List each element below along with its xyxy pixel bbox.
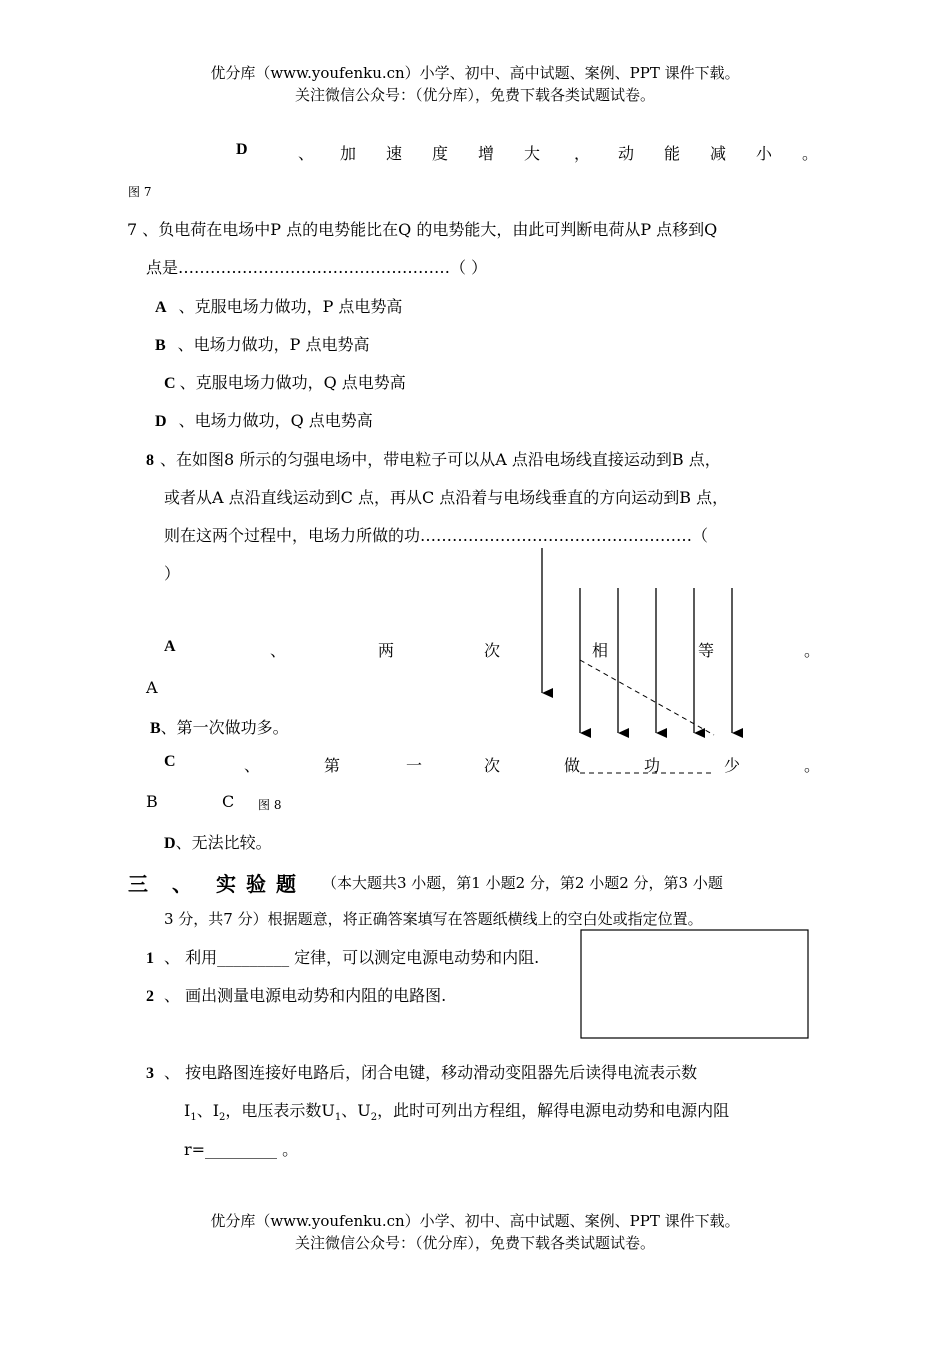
s3-q1-number: 1 xyxy=(146,950,154,967)
figure-8-label-b: B xyxy=(146,792,158,811)
s3-q3-number: 3 xyxy=(146,1065,154,1082)
q7-option-letter: B xyxy=(155,337,166,354)
q8-c-char: 。 xyxy=(804,756,821,775)
q8-stem-text: 、在如图8 所示的匀强电场中，带电粒子可以从A 点沿电场线直接运动到B 点， xyxy=(160,450,721,469)
section3-title-char: 实 xyxy=(216,874,236,896)
q8-option-b-text: 、第一次做功多。 xyxy=(160,718,289,737)
q8-a-char: 、 xyxy=(270,641,287,660)
q8-c-char: 第 xyxy=(324,756,341,775)
section3-title xyxy=(128,868,296,897)
circuit-answer-box xyxy=(581,930,808,1038)
subscript: 2 xyxy=(370,1112,378,1124)
q6-d-char: ， xyxy=(574,144,591,163)
figure-8-label: 图 8 xyxy=(258,798,282,812)
q6-d-char: 能 xyxy=(664,144,681,163)
s3-q3-line1 xyxy=(146,1060,697,1083)
page-footer-line1: 优分库（www.youfenku.cn）小学、初中、高中试题、案例、PPT 课件下载。 xyxy=(210,1212,740,1230)
q6-d-char: 速 xyxy=(386,144,403,163)
q8-option-d-text: 、无法比较。 xyxy=(175,833,272,852)
q8-c-char: 次 xyxy=(484,756,501,775)
q7-option-text: 、克服电场力做功，P 点电势高 xyxy=(178,297,403,316)
q8-c-char: 、 xyxy=(244,756,261,775)
q8-a-char: 等 xyxy=(698,641,715,660)
s3-q1-text: 、 利用_________ 定律，可以测定电源电动势和内阻. xyxy=(164,948,540,967)
q6-d-char: 增 xyxy=(478,144,495,163)
q8-stem-line2: 或者从A 点沿直线运动到C 点，再从C 点沿着与电场线垂直的方向运动到B 点， xyxy=(164,488,729,507)
current-i2: 、I xyxy=(196,1101,220,1120)
q6-d-char: 。 xyxy=(802,144,819,163)
q6-d-char: 减 xyxy=(710,144,727,163)
s3-q3-line3: r=_________ 。 xyxy=(184,1140,299,1159)
q8-stem-line4: ） xyxy=(164,564,181,583)
section3-desc-line2: 3 分，共7 分）根据题意，将正确答案填写在答题纸横线上的空白处或指定位置。 xyxy=(164,910,703,928)
figure-8-label-a: A xyxy=(146,678,158,697)
q7-option-text: 、电场力做功，Q 点电势高 xyxy=(178,411,373,430)
q8-c-char: 功 xyxy=(644,756,661,775)
section3-desc-line1: （本大题共3 小题，第1 小题2 分，第2 小题2 分，第3 小题 xyxy=(322,874,723,892)
q8-c-char: 少 xyxy=(724,756,741,775)
section3-title-char: 题 xyxy=(276,874,296,896)
section3-title-char: 、 xyxy=(172,874,192,896)
q7-stem-line2: 点是……………………………………………（ ） xyxy=(146,258,488,277)
q7-stem-line1: 7 、负电荷在电场中P 点的电势能比在Q 的电势能大，由此可判断电荷从P 点移到Q xyxy=(127,220,718,239)
subscript: 1 xyxy=(190,1112,197,1124)
s3-q3-line2 xyxy=(184,1098,729,1123)
q7-option-letter: A xyxy=(155,299,167,316)
section3-title-char: 三 xyxy=(128,874,148,896)
voltage-u2: 、U xyxy=(341,1101,371,1120)
s3-q2 xyxy=(146,983,446,1006)
q8-option-a-letter: A xyxy=(164,638,176,655)
q7-option-text: 、克服电场力做功，Q 点电势高 xyxy=(179,373,406,392)
q6-d-char: 大 xyxy=(524,144,541,163)
q7-option-letter: D xyxy=(155,413,167,430)
q8-option-b-letter: B xyxy=(150,720,161,737)
q7-option-letter: C xyxy=(164,375,176,392)
page-footer-line2: 关注微信公众号：（优分库），免费下载各类试题试卷。 xyxy=(294,1234,655,1252)
q8-c-char: 做 xyxy=(564,756,581,775)
q6-d-char: 动 xyxy=(618,144,635,163)
subscript: 2 xyxy=(219,1112,226,1124)
q8-a-char: 。 xyxy=(804,641,821,660)
s3-q3-mid-text: ，电压表示数U xyxy=(225,1101,335,1120)
s3-q1 xyxy=(146,945,539,968)
q8-c-char: 一 xyxy=(406,756,423,775)
q8-a-char: 相 xyxy=(592,641,609,660)
q6-d-char: 度 xyxy=(432,144,449,163)
q6-option-d-letter: D xyxy=(236,141,248,158)
q8-number: 8 xyxy=(146,452,154,469)
s3-q2-text: 、 画出测量电源电动势和内阻的电路图. xyxy=(164,986,447,1005)
q8-option-d-letter: D xyxy=(164,835,176,852)
page-header-line1: 优分库（www.youfenku.cn）小学、初中、高中试题、案例、PPT 课件下载。 xyxy=(210,64,740,82)
q6-d-char: 小 xyxy=(756,144,773,163)
current-i1: I xyxy=(184,1101,191,1120)
s3-q3-rest-text: ，此时可列出方程组，解得电源电动势和电源内阻 xyxy=(377,1101,730,1120)
q8-a-char: 次 xyxy=(484,641,501,660)
figure-8-label-c: C xyxy=(222,792,235,811)
q6-d-char: 、 xyxy=(298,144,315,163)
q8-a-char: 两 xyxy=(378,641,395,660)
subscript: 1 xyxy=(334,1112,342,1124)
figure-7-label: 图 7 xyxy=(128,185,152,199)
section3-title-char: 验 xyxy=(246,874,266,896)
page-header-line2: 关注微信公众号：（优分库），免费下载各类试题试卷。 xyxy=(294,86,655,104)
q8-stem-line3: 则在这两个过程中，电场力所做的功……………………………………………（ xyxy=(164,526,709,545)
q8-option-c-letter: C xyxy=(164,753,176,770)
s3-q2-number: 2 xyxy=(146,988,154,1005)
s3-q3-text: 、 按电路图连接好电路后，闭合电键，移动滑动变阻器先后读得电流表示数 xyxy=(164,1063,698,1082)
q7-option-text: 、电场力做功，P 点电势高 xyxy=(177,335,370,354)
q6-d-char: 加 xyxy=(340,144,357,163)
